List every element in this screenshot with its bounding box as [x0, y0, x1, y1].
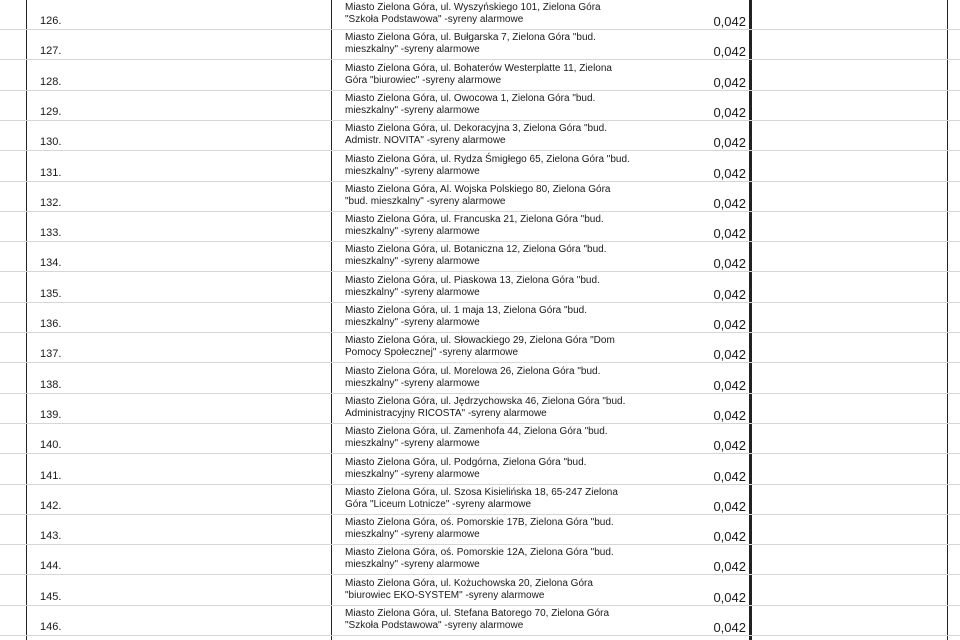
- row-number: 136.: [40, 318, 62, 330]
- row-number: 143.: [40, 530, 62, 543]
- row-value: 0,042: [713, 286, 746, 302]
- table-row: [0, 121, 960, 151]
- row-description: Miasto Zielona Góra, Al. Wojska Polskiego 80, Zielona Góra "bud. mieszkalny" -syreny alarmowe: [345, 183, 611, 207]
- row-number: 144.: [40, 560, 62, 573]
- row-description: Miasto Zielona Góra, ul. Owocowa 1, Zielona Góra "bud. mieszkalny" -syreny alarmowe: [345, 92, 596, 116]
- row-number: 129.: [40, 105, 62, 118]
- table-row: [0, 212, 960, 242]
- table-row: [0, 30, 960, 60]
- row-description: Miasto Zielona Góra, ul. Podgórna, Zielona Góra "bud. mieszkalny" -syreny alarmowe: [345, 456, 587, 480]
- row-number: 140.: [40, 439, 62, 452]
- row-number: 141.: [40, 469, 62, 482]
- row-value: 0,042: [713, 44, 746, 60]
- row-description: Miasto Zielona Góra, ul. 1 maja 13, Zielona Góra "bud. mieszkalny" -syreny alarmowe: [345, 305, 588, 328]
- row-description: Miasto Zielona Góra, ul. Rydza Śmigłego 65, Zielona Góra "bud. mieszkalny" -syreny alarmowe: [345, 153, 630, 177]
- row-value: 0,042: [713, 74, 746, 90]
- table-row: [0, 455, 960, 485]
- row-value: 0,042: [713, 256, 746, 272]
- table-row: [0, 273, 960, 303]
- table-row: [0, 576, 960, 606]
- table-row: [0, 91, 960, 121]
- row-number: 132.: [40, 196, 62, 209]
- row-number: 131.: [40, 166, 62, 179]
- table-row: [0, 182, 960, 212]
- row-value: 0,042: [713, 407, 746, 423]
- table-row: [0, 61, 960, 91]
- row-description: Miasto Zielona Góra, ul. Zamenhofa 44, Zielona Góra "bud. mieszkalny" -syreny alarmowe: [345, 426, 608, 450]
- row-description: Miasto Zielona Góra, ul. Kożuchowska 20, Zielona Góra "biurowiec EKO-SYSTEM" -syreny alarmowe: [345, 577, 593, 601]
- row-number: 146.: [40, 621, 62, 633]
- row-description: Miasto Zielona Góra, ul. Słowackiego 29, Zielona Góra "Dom Pomocy Społecznej" -syreny alarmowe: [345, 335, 615, 359]
- row-description: Miasto Zielona Góra, ul. Morelowa 26, Zielona Góra "bud. mieszkalny" -syreny alarmowe: [345, 365, 601, 389]
- table-row: [0, 606, 960, 636]
- row-number: 135.: [40, 287, 62, 300]
- row-value: 0,042: [713, 226, 746, 242]
- table-row: [0, 394, 960, 424]
- row-number: 134.: [40, 257, 62, 270]
- row-number: 127.: [40, 45, 62, 58]
- row-description: Miasto Zielona Góra, oś. Pomorskie 17B, Zielona Góra "bud. mieszkalny" -syreny alarmowe: [345, 517, 614, 541]
- table-row: [0, 364, 960, 394]
- row-description: Miasto Zielona Góra, ul. Szosa Kisielińska 18, 65-247 Zielona Góra "Liceum Lotnicze" -syreny alarmowe: [345, 486, 618, 510]
- row-description: Miasto Zielona Góra, ul. Botaniczna 12, Zielona Góra "bud. mieszkalny" -syreny alarmowe: [345, 244, 607, 268]
- table-row: [0, 303, 960, 333]
- row-value: 0,042: [713, 438, 746, 454]
- row-description: Miasto Zielona Góra, oś. Pomorskie 12A, Zielona Góra "bud. mieszkalny" -syreny alarmowe: [345, 547, 614, 571]
- row-description: Miasto Zielona Góra, ul. Wyszyńskiego 101, Zielona Góra "Szkoła Podstawowa" -syreny alarmowe: [345, 2, 601, 25]
- row-value: 0,042: [713, 529, 746, 545]
- row-description: Miasto Zielona Góra, ul. Bułgarska 7, Zielona Góra "bud. mieszkalny" -syreny alarmowe: [345, 32, 596, 56]
- row-number: 126.: [40, 15, 62, 27]
- row-number: 130.: [40, 136, 62, 149]
- row-number: 133.: [40, 227, 62, 240]
- row-description: Miasto Zielona Góra, ul. Francuska 21, Zielona Góra "bud. mieszkalny" -syreny alarmowe: [345, 214, 604, 238]
- row-value: 0,042: [713, 165, 746, 181]
- row-value: 0,042: [713, 559, 746, 575]
- table-row: [0, 485, 960, 515]
- row-value: 0,042: [713, 498, 746, 514]
- row-value: 0,042: [713, 377, 746, 393]
- row-description: Miasto Zielona Góra, ul. Stefana Batorego 70, Zielona Góra "Szkoła Podstawowa" -syreny alarmowe: [345, 608, 610, 631]
- table-row: [0, 152, 960, 182]
- row-number: 139.: [40, 408, 62, 421]
- table-row: [0, 424, 960, 454]
- row-value: 0,042: [713, 317, 746, 332]
- row-number: 142.: [40, 499, 62, 512]
- row-number: 138.: [40, 378, 62, 391]
- table-row: [0, 515, 960, 545]
- row-number: 137.: [40, 348, 62, 361]
- table-row: [0, 545, 960, 575]
- row-description: Miasto Zielona Góra, ul. Jędrzychowska 46, Zielona Góra "bud. Administracyjny RICOSTA" -syreny alarmowe: [345, 395, 626, 419]
- row-value: 0,042: [713, 620, 746, 635]
- row-number: 145.: [40, 590, 62, 603]
- row-value: 0,042: [713, 195, 746, 211]
- row-description: Miasto Zielona Góra, ul. Bohaterów Westerplatte 11, Zielona Góra "biurowiec" -syreny alarmowe: [345, 62, 612, 86]
- row-value: 0,042: [713, 104, 746, 120]
- table-row: [0, 0, 960, 30]
- row-value: 0,042: [713, 589, 746, 605]
- row-description: Miasto Zielona Góra, ul. Piaskowa 13, Zielona Góra "bud. mieszkalny" -syreny alarmowe: [345, 274, 600, 298]
- table-row: [0, 333, 960, 363]
- row-value: 0,042: [713, 135, 746, 151]
- table-row: [0, 242, 960, 272]
- row-value: 0,042: [713, 347, 746, 363]
- row-value: 0,042: [713, 14, 746, 29]
- row-value: 0,042: [713, 468, 746, 484]
- row-number: 128.: [40, 75, 62, 88]
- row-description: Miasto Zielona Góra, ul. Dekoracyjna 3, Zielona Góra "bud. Admistr. NOVITA" -syreny alarmowe: [345, 123, 608, 147]
